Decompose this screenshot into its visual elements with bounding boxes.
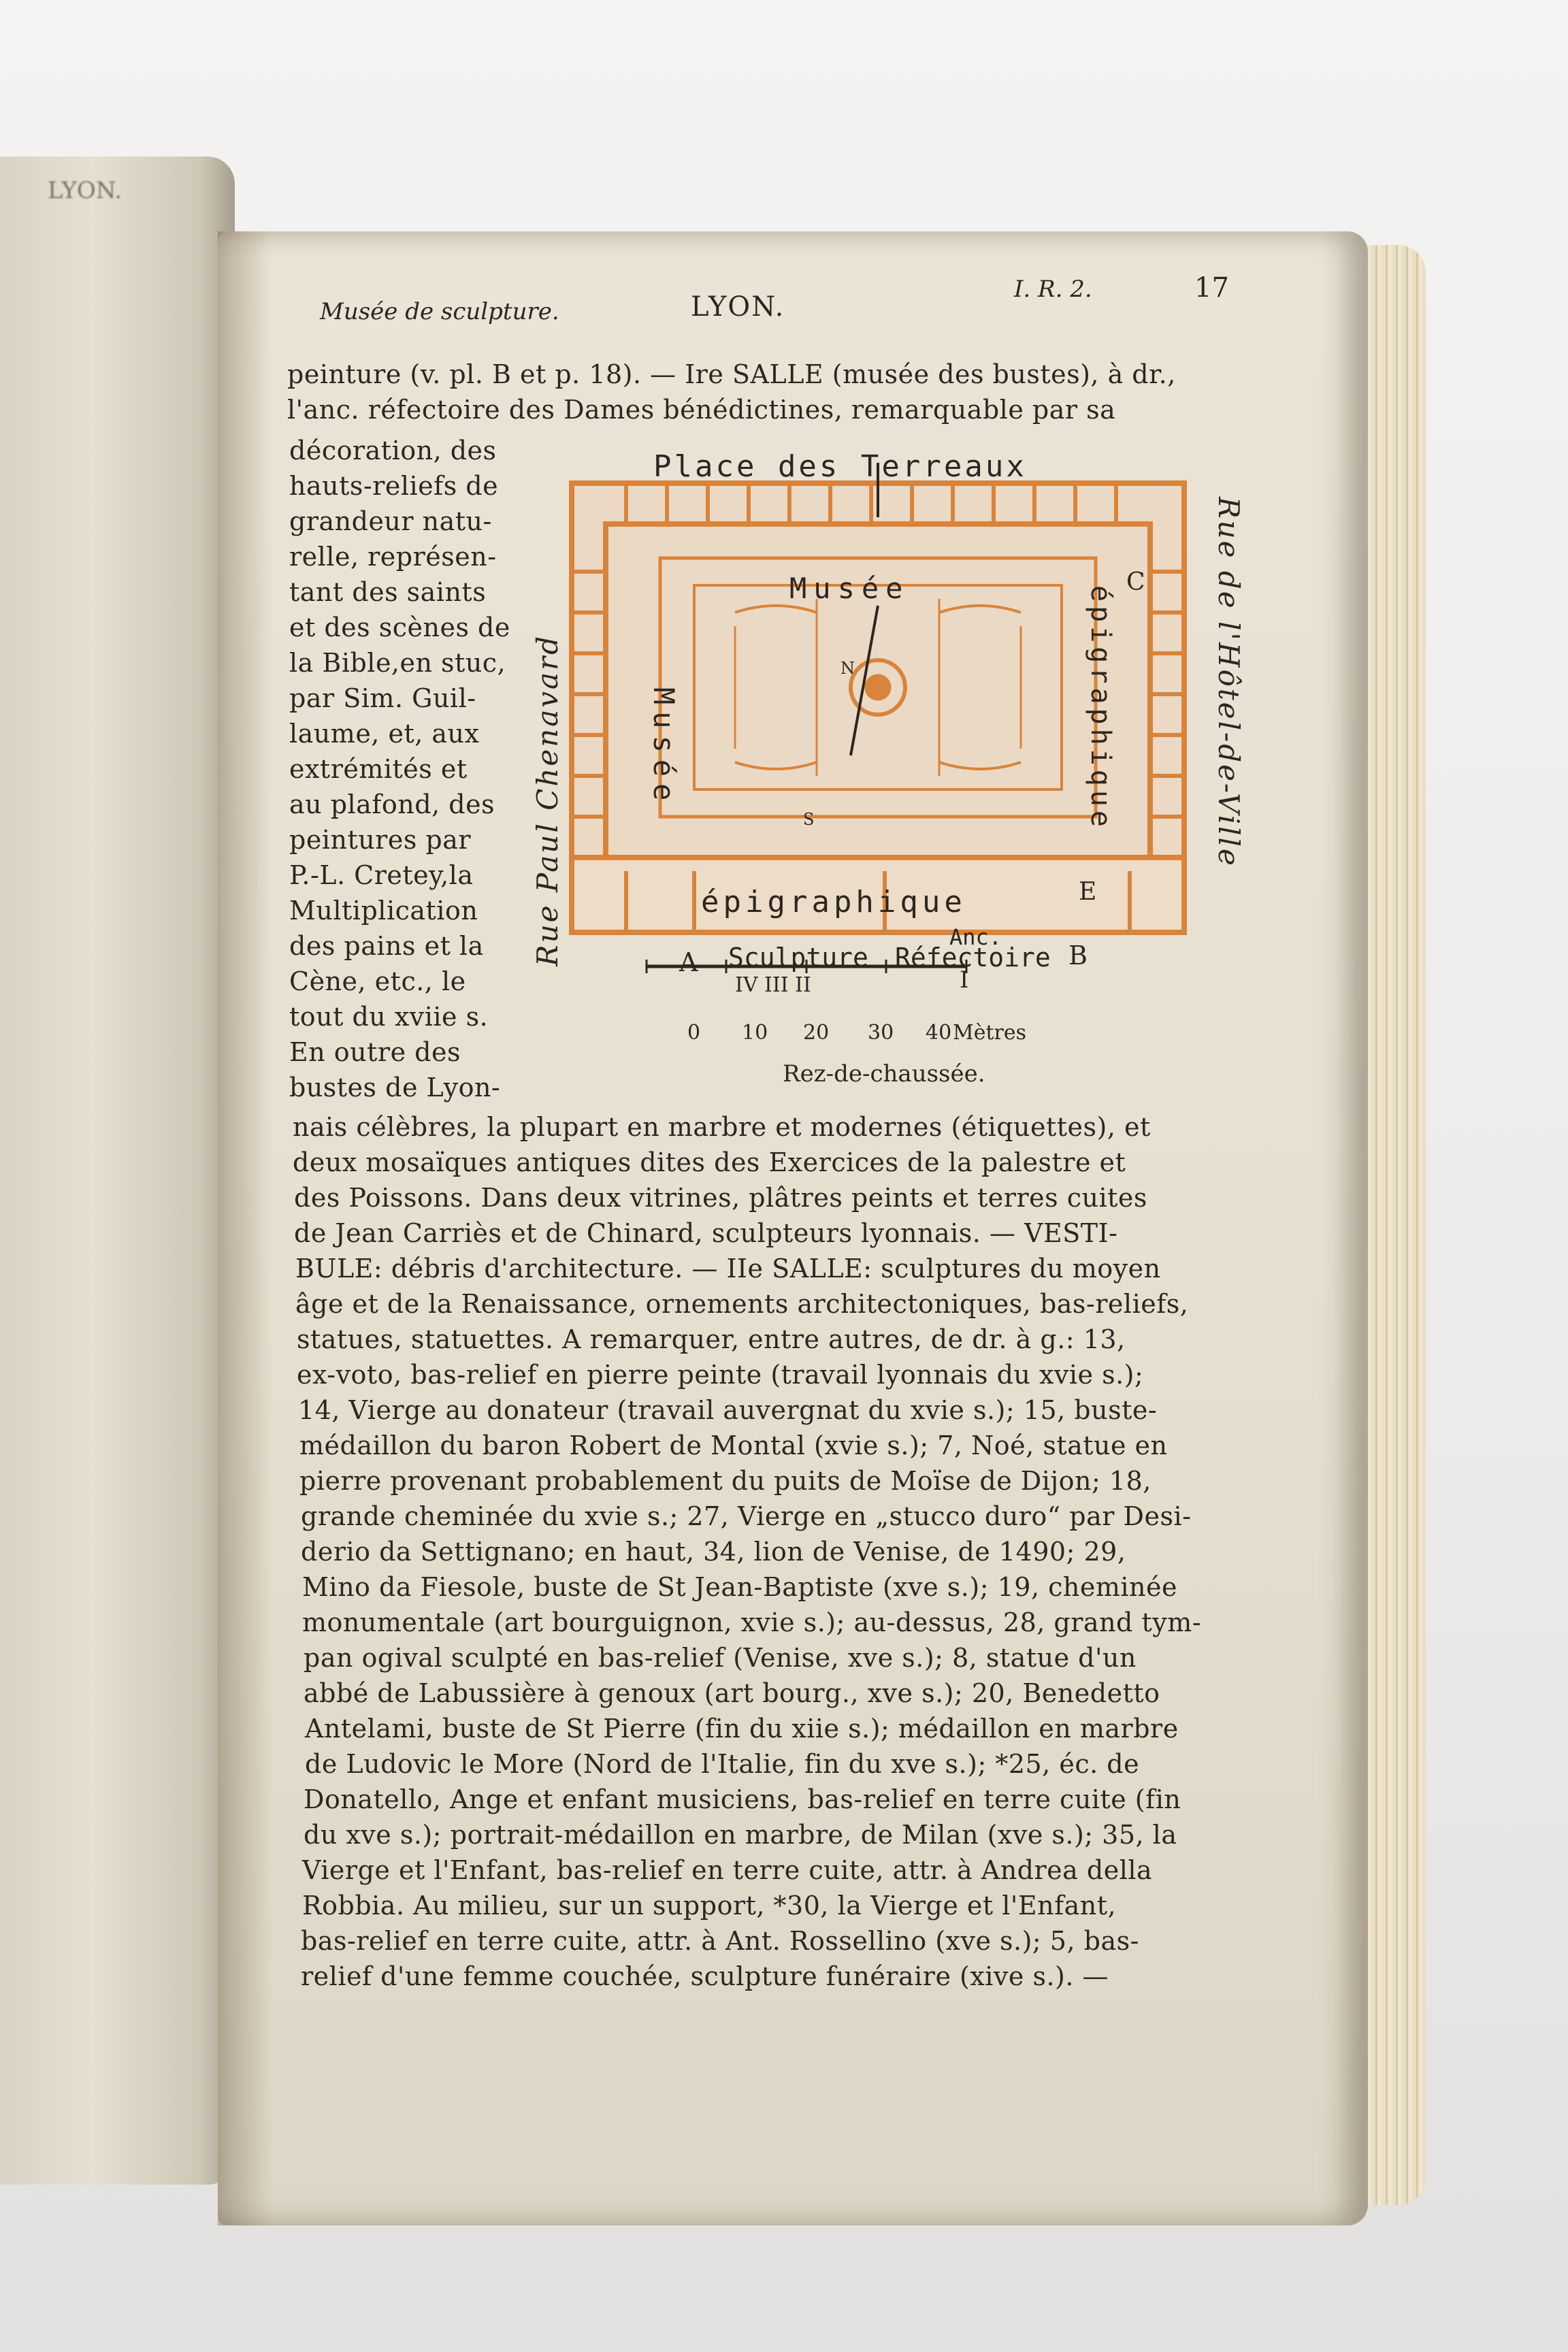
map-letter-e: E	[1079, 878, 1097, 906]
map-label-rooms: IV III II	[735, 973, 811, 997]
map-label-anc: Anc.	[949, 924, 1002, 950]
map-label-epigraphique-bottom: épigraphique	[701, 885, 966, 919]
text-line: grande cheminée du xvie s.; 27, Vierge en „stucco duro“ par Desi-	[301, 1501, 1192, 1531]
text-line: du xve s.); portrait-médaillon en marbre, de Milan (xve s.); 35, la	[304, 1820, 1177, 1850]
text-line: Vierge et l'Enfant, bas-relief en terre cuite, attr. à Andrea della	[302, 1855, 1153, 1885]
map-letter-b: B	[1068, 941, 1088, 970]
left-page	[0, 157, 235, 2185]
map-label-epigraphique-right: épigraphique	[1085, 585, 1116, 831]
text-line: extrémités et	[289, 754, 468, 784]
running-head-center: LYON.	[691, 291, 785, 323]
page-gutter-shadow	[218, 231, 272, 2225]
map-label-room-i: I	[960, 966, 969, 994]
text-line: ex-voto, bas-relief en pierre peinte (travail lyonnais du xvie s.);	[297, 1360, 1144, 1390]
map-north-marker: N	[840, 659, 855, 678]
text-line: de Jean Carriès et de Chinard, sculpteurs lyonnais. — VESTI-	[294, 1218, 1118, 1248]
text-line: BULE: débris d'architecture. — IIe SALLE: sculptures du moyen	[295, 1254, 1161, 1284]
text-line: l'anc. réfectoire des Dames bénédictines, remarquable par sa	[287, 395, 1116, 425]
left-page-heading: LYON.	[48, 177, 122, 204]
text-line: des Poissons. Dans deux vitrines, plâtres peints et terres cuites	[294, 1183, 1147, 1213]
text-line: laume, et, aux	[289, 719, 480, 749]
text-line: tant des saints	[289, 577, 487, 607]
text-line: bustes de Lyon-	[289, 1073, 501, 1102]
map-label-rue-hotel-de-ville: Rue de l'Hôtel-de-Ville	[1212, 497, 1245, 868]
text-line: relief d'une femme couchée, sculpture funéraire (xive s.). —	[301, 1961, 1109, 1991]
text-line: P.-L. Cretey,la	[289, 860, 474, 890]
map-caption: Rez-de-chaussée.	[783, 1060, 985, 1088]
text-line: Robbia. Au milieu, sur un support, *30, la Vierge et l'Enfant,	[302, 1891, 1117, 1921]
text-line: peintures par	[289, 825, 472, 855]
text-line: Antelami, buste de St Pierre (fin du xiie s.); médaillon en marbre	[305, 1714, 1179, 1744]
map-label-musee-left: Musée	[647, 687, 681, 808]
text-line: Mino da Fiesole, buste de St Jean-Baptiste (xve s.); 19, cheminée	[302, 1572, 1177, 1602]
map-south-marker: S	[803, 810, 815, 829]
page-number: 17	[1194, 272, 1229, 304]
text-line: 14, Vierge au donateur (travail auvergnat du xvie s.); 15, buste-	[298, 1395, 1158, 1425]
map-label-refectoire: Réfectoire	[895, 943, 1051, 973]
text-line: abbé de Labussière à genoux (art bourg., xve s.); 20, Benedetto	[304, 1678, 1160, 1708]
text-line: derio da Settignano; en haut, 34, lion de Venise, de 1490; 29,	[301, 1537, 1126, 1567]
text-line: médaillon du baron Robert de Montal (xvie s.); 7, Noé, statue en	[299, 1431, 1168, 1460]
scale-tick-40: 40	[926, 1021, 952, 1045]
map-letter-a: A	[679, 947, 698, 977]
text-line: deux mosaïques antiques dites des Exercices de la palestre et	[293, 1147, 1126, 1177]
text-line: Multiplication	[289, 896, 478, 926]
text-line: tout du xviie s.	[289, 1002, 489, 1032]
text-line: des pains et la	[289, 931, 484, 961]
map-label-place-terreaux: Place des Terreaux	[653, 449, 1027, 484]
map-label-musee-top: Musée	[789, 572, 910, 605]
map-label-sculpture: Sculpture	[728, 943, 868, 973]
running-head-left: Musée de sculpture.	[320, 298, 559, 325]
text-line: décoration, des	[289, 436, 497, 466]
scale-tick-20: 20	[803, 1021, 830, 1045]
text-line: Cène, etc., le	[289, 966, 466, 996]
text-line: relle, représen-	[289, 542, 497, 572]
text-line: peinture (v. pl. B et p. 18). — Ire SALLE (musée des bustes), à dr.,	[287, 359, 1176, 389]
scale-tick-10: 10	[742, 1021, 768, 1045]
text-line: pan ogival sculpté en bas-relief (Venise, xve s.); 8, statue d'un	[304, 1643, 1137, 1673]
text-line: la Bible,en stuc,	[289, 648, 506, 678]
text-line: Donatello, Ange et enfant musiciens, bas-relief en terre cuite (fin	[304, 1784, 1181, 1814]
map-letter-c: C	[1126, 568, 1145, 596]
text-line: au plafond, des	[289, 789, 495, 819]
text-line: monumentale (art bourguignon, xvie s.); au-dessus, 28, grand tym-	[302, 1607, 1202, 1637]
text-line: de Ludovic le More (Nord de l'Italie, fin du xve s.); *25, éc. de	[305, 1749, 1140, 1779]
text-line: grandeur natu-	[289, 506, 492, 536]
text-line: nais célèbres, la plupart en marbre et modernes (étiquettes), et	[293, 1112, 1151, 1142]
running-head-right: I. R. 2.	[1014, 276, 1092, 303]
scale-unit: Mètres	[953, 1021, 1027, 1045]
text-line: hauts-reliefs de	[289, 471, 499, 501]
text-line: et des scènes de	[289, 612, 510, 642]
text-line: âge et de la Renaissance, ornements architectoniques, bas-reliefs,	[295, 1289, 1189, 1319]
text-line: statues, statuettes. A remarquer, entre autres, de dr. à g.: 13,	[297, 1324, 1126, 1354]
map-label-rue-paul-chenavard: Rue Paul Chenavard	[531, 634, 564, 966]
text-line: bas-relief en terre cuite, attr. à Ant. Rossellino (xve s.); 5, bas-	[301, 1926, 1139, 1956]
text-line: par Sim. Guil-	[289, 683, 476, 713]
scale-tick-30: 30	[868, 1021, 894, 1045]
text-line: En outre des	[289, 1037, 461, 1067]
text-line: pierre provenant probablement du puits de Moïse de Dijon; 18,	[299, 1466, 1152, 1496]
scale-tick-0: 0	[687, 1021, 701, 1045]
